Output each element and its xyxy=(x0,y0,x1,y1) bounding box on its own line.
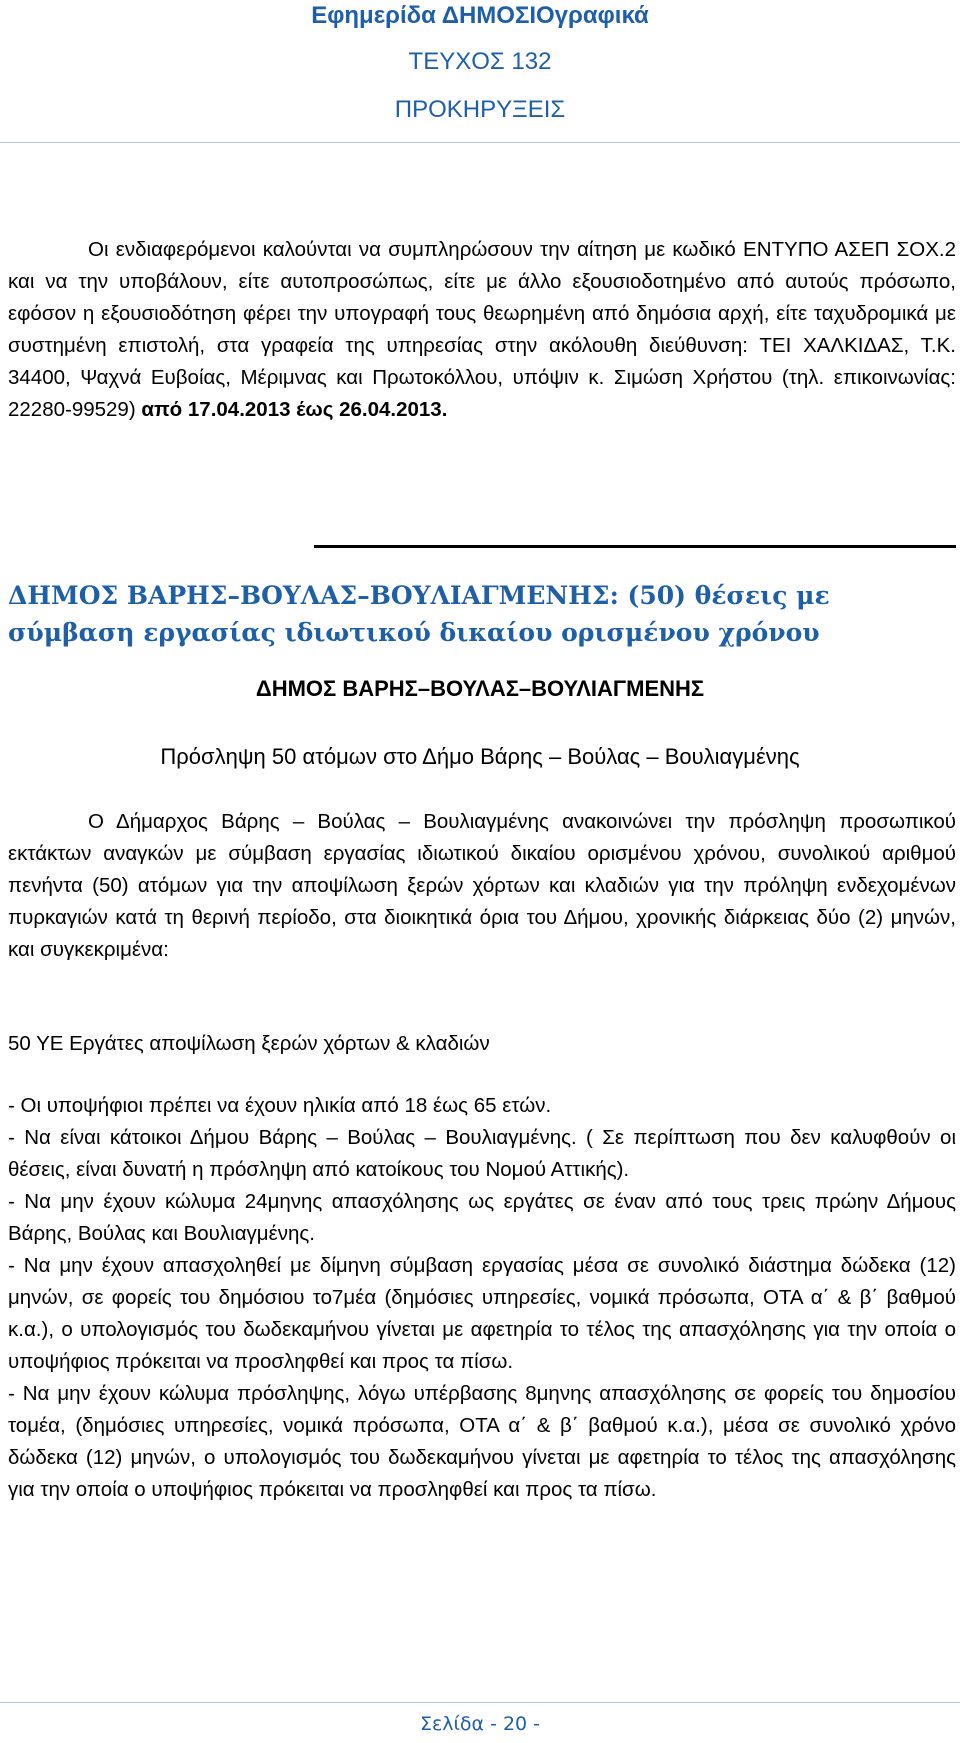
article-title: ΔΗΜΟΣ ΒΑΡΗΣ–ΒΟΥΛΑΣ–ΒΟΥΛΙΑΓΜΕΝΗΣ: (50) θέσεις με σύμβαση εργασίας ιδιωτικού δικαίου ορισμένου χρόνου xyxy=(8,581,830,647)
intro-paragraph xyxy=(8,234,956,426)
publication-title: Εφημερίδα ΔΗΜΟΣΙΟγραφικά xyxy=(311,2,649,29)
section-divider xyxy=(314,545,956,548)
list-item: - Να είναι κάτοικοι Δήμου Βάρης – Βούλας – Βουλιαγμένης. ( Σε περίπτωση που δεν καλυφθούν οι θέσεις, είναι δυνατή η πρόσληψη από κατοίκους του Νομού Αττικής). xyxy=(8,1126,956,1181)
position-line: 50 ΥΕ Εργάτες αποψίλωση ξερών χόρτων & κλαδιών xyxy=(8,1032,490,1055)
intro-text: Οι ενδιαφερόμενοι καλούνται να συμπληρώσουν την αίτηση με κωδικό ΕΝΤΥΠΟ ΑΣΕΠ ΣΟΧ.2 και να την υποβάλουν, είτε αυτοπροσώπως, είτε με άλλο εξουσιοδοτημένο από αυτούς πρόσωπο, εφόσον η εξουσιοδότηση φέρει την υπογραφή τους θεωρημένη από δημόσια αρχή, είτε ταχυδρομικά με συστημένη επιστολή, στα γραφεία της υπηρεσίας στην ακόλουθη διεύθυνση: ΤΕΙ ΧΑΛΚΙΔΑΣ, Τ.Κ. 34400, Ψαχνά Ευβοίας, Μέριμνας και Πρωτοκόλλου, υπόψιν κ. Σιμώση Χρήστου (τηλ. επικοινωνίας: 22280-99529) xyxy=(8,238,956,421)
list-item: - Οι υποψήφιοι πρέπει να έχουν ηλικία από 18 έως 65 ετών. xyxy=(8,1094,552,1117)
requirements-list xyxy=(8,1090,956,1506)
article-summary: Πρόσληψη 50 ατόμων στο Δήμο Βάρης – Βούλας – Βουλιαγμένης xyxy=(160,744,800,769)
section-name: ΠΡΟΚΗΡΥΞΕΙΣ xyxy=(394,96,566,123)
issue-number: ΤΕΥΧΟΣ 132 xyxy=(408,48,552,75)
list-item: - Να μην έχουν απασχοληθεί με δίμηνη σύμβαση εργασίας μέσα σε συνολικό διάστημα δώδεκα (12) μηνών, σε φορείς του δημόσιου το7μέα (δημόσιες υπηρεσίες, νομικά πρόσωπα, ΟΤΑ α΄ & β΄ βαθμού κ.α.), ο υπολογισμός του δωδεκαμήνου γίνεται με αφετηρία το τέλος της απασχόλησης για την οποία ο υποψήφιος πρόκειται να προσληφθεί και προς τα πίσω. xyxy=(8,1254,956,1373)
footer-divider xyxy=(0,1702,960,1703)
header-divider xyxy=(0,142,960,143)
list-item: - Να μην έχουν κώλυμα πρόσληψης, λόγω υπέρβασης 8μηνης απασχόλησης σε φορείς του δημοσίου τομέα, (δημόσιες υπηρεσίες, νομικά πρόσωπα, ΟΤΑ α΄ & β΄ βαθμού κ.α.), μέσα σε συνολικό χρόνο δώδεκα (12) μηνών, ο υπολογισμός του δωδεκαμήνου γίνεται με αφετηρία το τέλος της απασχόλησης για την οποία ο υποψήφιος πρόκειται να προσληφθεί και προς τα πίσω. xyxy=(8,1382,956,1501)
page-number: Σελίδα - 20 - xyxy=(419,1713,541,1735)
list-item: - Να μην έχουν κώλυμα 24μηνης απασχόλησης ως εργάτες σε έναν από τους τρεις πρώην Δήμους Βάρης, Βούλας και Βουλιαγμένης. xyxy=(8,1190,956,1245)
article-subheading: ΔΗΜΟΣ ΒΑΡΗΣ–ΒΟΥΛΑΣ–ΒΟΥΛΙΑΓΜΕΝΗΣ xyxy=(255,676,705,701)
announcement-paragraph: Ο Δήμαρχος Βάρης – Βούλας – Βουλιαγμένης ανακοινώνει την πρόσληψη προσωπικού εκτάκτων αναγκών με σύμβαση εργασίας ιδιωτικού δικαίου ορισμένου χρόνου, συνολικού αριθμού πενήντα (50) ατόμων για την αποψίλωση ξερών χόρτων και κλαδιών για την πρόληψη ενδεχομένων πυρκαγιών κατά τη θερινή περίοδο, στα διοικητικά όρια του Δήμου, χρονικής διάρκειας δύο (2) μηνών, και συγκεκριμένα: xyxy=(8,810,956,961)
intro-dates: από 17.04.2013 έως 26.04.2013. xyxy=(141,398,448,421)
